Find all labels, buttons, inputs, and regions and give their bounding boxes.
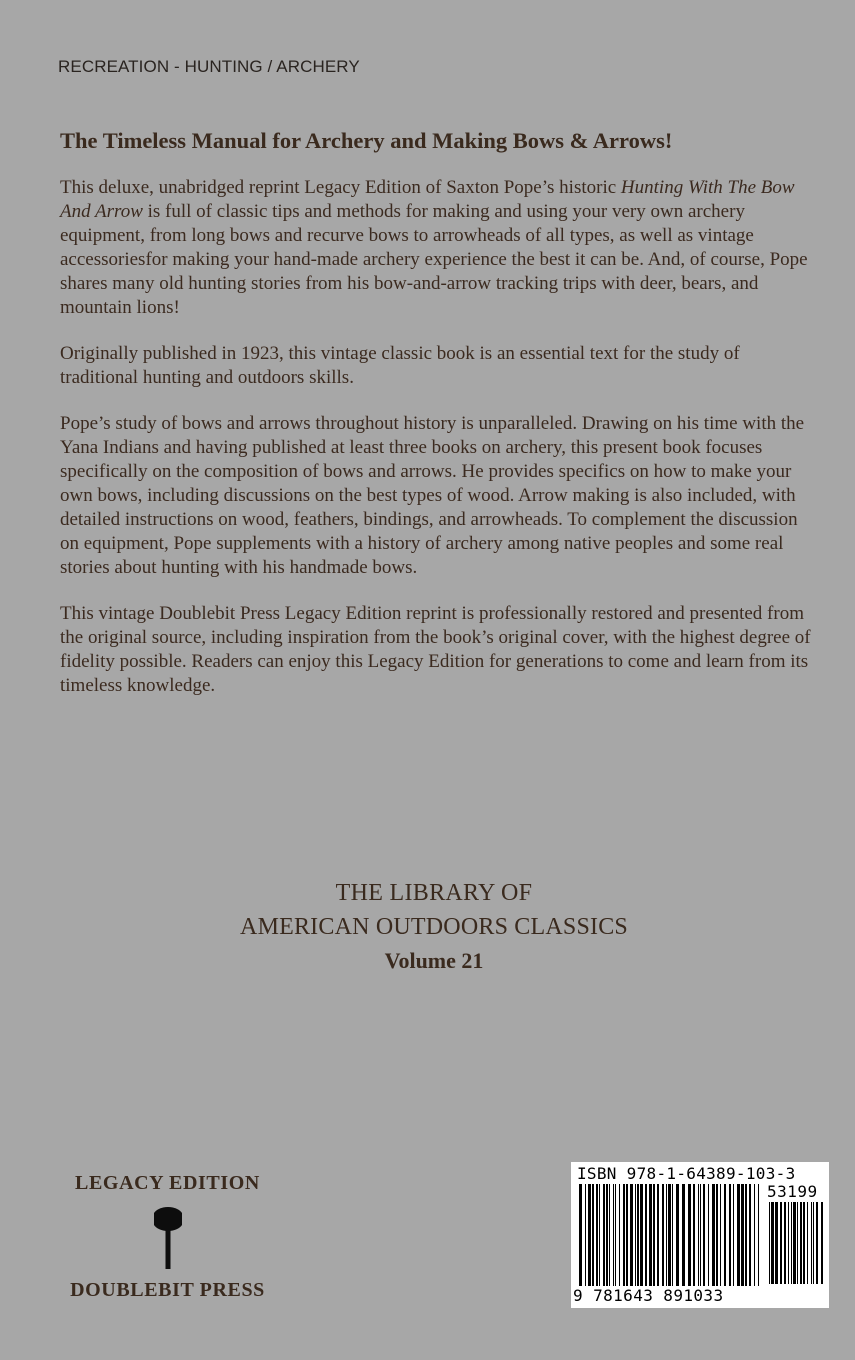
series-line-2: AMERICAN OUTDOORS CLASSICS	[240, 914, 628, 940]
description	[60, 176, 812, 720]
edition-label: LEGACY EDITION	[75, 1172, 260, 1194]
price-code: 53199	[767, 1182, 818, 1201]
barcode-digits: 9 781643 891033	[573, 1286, 724, 1305]
addon-barcode-bars	[767, 1202, 825, 1284]
double-bit-axe-icon	[153, 1205, 183, 1271]
book-title: Hunting With The Bow And Arrow	[60, 177, 795, 222]
paragraph-1: This deluxe, unabridged reprint Legacy Edition of Saxton Pope’s historic Hunting With The Bow And Arrow is full of classic tips and methods for making and using your very own archery equipment, from long bows and recurve bows to arrowheads of all types, as well as vintage accessoriesfor making your hand-made archery experience the best it can be. And, of course, Pope shares many old hunting stories from his bow-and-arrow tracking trips with deer, bears, and mountain lions!	[60, 177, 808, 318]
series-block	[0, 876, 855, 978]
category-label: RECREATION - HUNTING / ARCHERY	[58, 57, 360, 76]
publisher-name: DOUBLEBIT PRESS	[70, 1279, 265, 1301]
paragraph-4: This vintage Doublebit Press Legacy Edition reprint is professionally restored and presented from the original source, including inspiration from the book’s original cover, with the highest degree of fidelity possible. Readers can enjoy this Legacy Edition for generations to come and learn from its timeless knowledge.	[60, 603, 811, 696]
isbn-label: ISBN 978-1-64389-103-3	[577, 1164, 796, 1183]
headline: The Timeless Manual for Archery and Making Bows & Arrows!	[60, 128, 673, 153]
paragraph-3: Pope’s study of bows and arrows throughout history is unparalleled. Drawing on his time with the Yana Indians and having published at least three books on archery, this present book focuses specifically on the composition of bows and arrows. He provides specifics on how to make your own bows, including discussions on the best types of wood. Arrow making is also included, with detailed instructions on wood, feathers, bindings, and arrowheads. To complement the discussion on equipment, Pope supplements with a history of archery among native peoples and some real stories about hunting with his handmade bows.	[60, 413, 805, 578]
publisher-logo	[60, 1172, 275, 1302]
ean-barcode-bars	[577, 1184, 763, 1286]
series-line-1: THE LIBRARY OF	[335, 880, 533, 906]
paragraph-2: Originally published in 1923, this vintage classic book is an essential text for the study of traditional hunting and outdoors skills.	[60, 343, 740, 388]
series-volume: Volume 21	[384, 948, 484, 973]
isbn-barcode	[571, 1162, 829, 1308]
